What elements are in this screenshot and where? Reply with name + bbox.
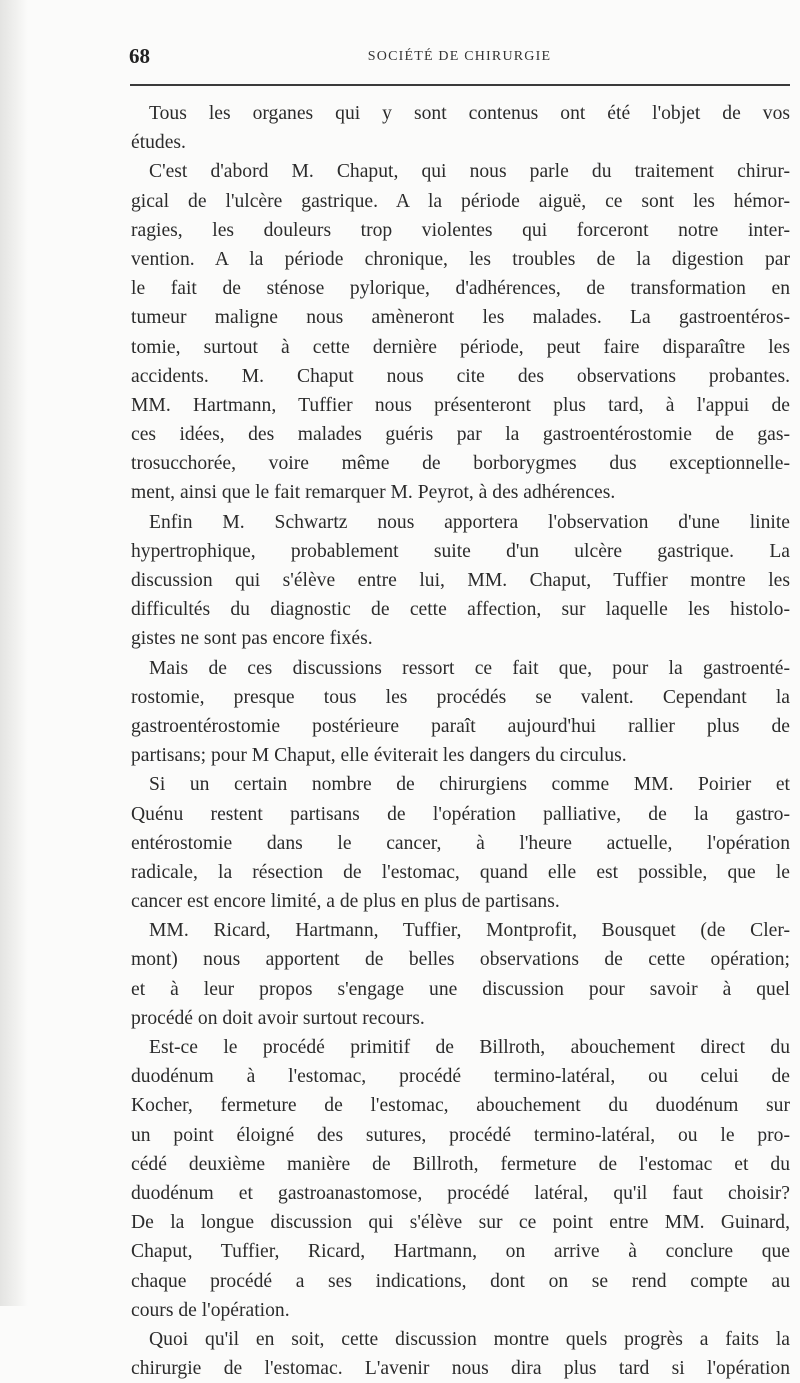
text-line: accidents. M. Chaput nous cite des observations probantes. bbox=[131, 365, 790, 387]
running-head bbox=[129, 44, 790, 74]
text-line: études. bbox=[131, 132, 186, 154]
text-line: MM. Ricard, Hartmann, Tuffier, Montprofit, Bousquet (de Cler- bbox=[149, 920, 790, 942]
paragraph bbox=[131, 1325, 790, 1383]
text-line: Quénu restent partisans de l'opération palliative, de la gastro- bbox=[131, 803, 790, 825]
text-line: duodénum à l'estomac, procédé termino-latéral, ou celui de bbox=[131, 1066, 790, 1088]
text-line: radicale, la résection de l'estomac, quand elle est possible, que le bbox=[131, 861, 790, 883]
page-number: 68 bbox=[129, 44, 150, 68]
text-line: ragies, les douleurs trop violentes qui forceront notre inter- bbox=[131, 219, 790, 241]
text-line: ces idées, des malades guéris par la gastroentérostomie de gas- bbox=[131, 424, 790, 446]
text-line: Si un certain nombre de chirurgiens comme MM. Poirier et bbox=[149, 774, 790, 796]
text-line: cancer est encore limité, a de plus en plus de partisans. bbox=[131, 891, 560, 913]
page-edge-shadow bbox=[0, 0, 28, 1306]
body-text bbox=[131, 99, 790, 1383]
text-line: gical de l'ulcère gastrique. A la période aiguë, ce sont les hémor- bbox=[131, 190, 790, 212]
paragraph bbox=[131, 654, 790, 771]
text-line: tumeur maligne nous amèneront les malades. La gastroentéros- bbox=[131, 307, 790, 329]
text-line: Chaput, Tuffier, Ricard, Hartmann, on arrive à conclure que bbox=[131, 1241, 790, 1263]
text-line: duodénum et gastroanastomose, procédé latéral, qu'il faut choisir? bbox=[131, 1182, 790, 1204]
text-line: vention. A la période chronique, les troubles de la digestion par bbox=[131, 248, 790, 270]
text-line: trosucchorée, voire même de borborygmes dus exceptionnelle- bbox=[131, 453, 790, 475]
text-line: Mais de ces discussions ressort ce fait que, pour la gastroenté- bbox=[149, 657, 790, 679]
text-line: cédé deuxième manière de Billroth, fermeture de l'estomac et du bbox=[131, 1153, 790, 1175]
text-line: discussion qui s'élève entre lui, MM. Chaput, Tuffier montre les bbox=[131, 570, 790, 591]
paragraph bbox=[131, 508, 790, 654]
text-line: et à leur propos s'engage une discussion pour savoir à quel bbox=[131, 978, 790, 1000]
text-line: chirurgie de l'estomac. L'avenir nous dira plus tard si l'opération bbox=[131, 1358, 790, 1380]
text-line: Est-ce le procédé primitif de Billroth, abouchement direct du bbox=[149, 1037, 790, 1058]
paragraph bbox=[131, 916, 790, 1033]
text-line: chaque procédé a ses indications, dont on se rend compte au bbox=[131, 1270, 790, 1292]
text-line: hypertrophique, probablement suite d'un ulcère gastrique. La bbox=[131, 540, 790, 562]
text-line: difficultés du diagnostic de cette affection, sur laquelle les histolo- bbox=[131, 599, 790, 621]
text-line: mont) nous apportent de belles observations de cette opération; bbox=[131, 949, 790, 971]
text-line: Enfin M. Schwartz nous apportera l'observation d'une linite bbox=[149, 511, 790, 533]
text-line: ment, ainsi que le fait remarquer M. Peyrot, à des adhérences. bbox=[131, 482, 616, 504]
text-line: tomie, surtout à cette dernière période, peut faire disparaître les bbox=[131, 336, 790, 358]
running-title: SOCIÉTÉ DE CHIRURGIE bbox=[367, 49, 552, 64]
text-line: un point éloigné des sutures, procédé termino-latéral, ou le pro- bbox=[131, 1124, 790, 1146]
text-line: cours de l'opération. bbox=[131, 1299, 290, 1321]
text-line: C'est d'abord M. Chaput, qui nous parle du traitement chirur- bbox=[149, 161, 790, 183]
text-line: rostomie, presque tous les procédés se valent. Cependant la bbox=[131, 686, 790, 708]
text-line: gastroentérostomie postérieure paraît aujourd'hui rallier plus de bbox=[131, 715, 790, 737]
header-rule bbox=[130, 84, 790, 86]
text-line: partisans; pour M Chaput, elle éviterait les dangers du circulus. bbox=[131, 745, 627, 767]
text-line: entérostomie dans le cancer, à l'heure actuelle, l'opération bbox=[131, 832, 790, 854]
text-line: De la longue discussion qui s'élève sur ce point entre MM. Guinard, bbox=[131, 1212, 790, 1234]
text-line: procédé on doit avoir surtout recours. bbox=[131, 1007, 425, 1029]
text-line: Tous les organes qui y sont contenus ont été l'objet de vos bbox=[149, 103, 790, 124]
paragraph bbox=[131, 770, 790, 916]
paragraph bbox=[131, 157, 790, 507]
text-line: MM. Hartmann, Tuffier nous présenteront plus tard, à l'appui de bbox=[131, 394, 790, 416]
text-line: le fait de sténose pylorique, d'adhérences, de transformation en bbox=[131, 278, 790, 300]
text-line: Kocher, fermeture de l'estomac, abouchement du duodénum sur bbox=[131, 1095, 790, 1117]
paragraph bbox=[131, 1033, 790, 1325]
text-line: Quoi qu'il en soit, cette discussion montre quels progrès a faits la bbox=[149, 1328, 790, 1350]
paragraph bbox=[131, 99, 790, 157]
text-line: gistes ne sont pas encore fixés. bbox=[131, 628, 373, 650]
